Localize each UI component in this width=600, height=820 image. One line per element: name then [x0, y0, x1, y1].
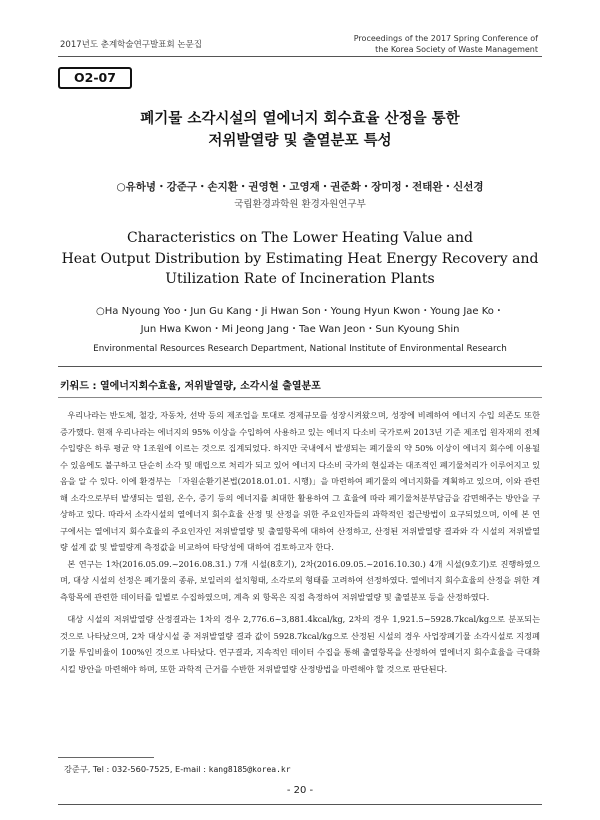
english-title-line2: Heat Output Distribution by Estimating Heat Energy Recovery and — [61, 250, 539, 267]
page-number: - 20 - — [286, 785, 314, 796]
keywords-bottom-rule — [58, 397, 542, 398]
korean-title — [60, 108, 540, 152]
footnote-rule — [58, 757, 154, 758]
header-right-line1: Proceedings of the 2017 Spring Conference of — [353, 34, 538, 43]
korean-title-line2: 저위발열량 및 출열분포 특성 — [208, 133, 392, 149]
korean-authors: ○유하녕・강준구・손지환・권영현・고영재・권준화・장미정・전태완・신선경 — [116, 181, 484, 193]
english-authors-line1: ○Ha Nyoung Yoo・Jun Gu Kang・Ji Hwan Son・Young Hyun Kwon・Young Jae Ko・ — [96, 306, 504, 317]
body-paragraph-3: 대상 시설의 저위발열량 산정결과는 1차의 경우 2,776.6~3,881.4kcal/kg, 2차의 경우 1,921.5~5928.7kcal/kg으로 분포되는 것으로 나타났으며, 2차 대상시설 중 저위발열량 결과 값이 5928.7kcal/kg으로 산정된 시설의 경우 사업장폐기물 소각시설로 지정폐기물 투입비율이 100%인 것으로 나타났다. 연구결과, 지속적인 데이터 수집을 통해 출열항목을 산정하여 열에너지 회수효율을 극대화 시킬 방안을 마련해야 하며, 또한 과학적 근거를 수반한 저위발열량 산정방법을 마련해야 할 것으로 판단된다. — [60, 614, 540, 674]
english-affiliation: Environmental Resources Research Department, National Institute of Environmental Research — [93, 344, 507, 354]
footnote — [64, 764, 291, 775]
body-text — [60, 407, 540, 677]
english-authors-line2: Jun Hwa Kwon・Mi Jeong Jang・Tae Wan Jeon・Sun Kyoung Shin — [140, 324, 460, 335]
header-left: 2017년도 춘계학술연구발표회 논문집 — [60, 40, 202, 50]
keywords: 키워드 : 열에너지회수효율, 저위발열량, 소각시설 출열분포 — [60, 381, 321, 392]
paper-id-badge: O2-07 — [58, 67, 132, 89]
footnote-prefix: 강준구, Tel : 032-560-7525, E-mail : — [64, 764, 209, 774]
korean-title-line1: 폐기물 소각시설의 열에너지 회수효율 산정을 통한 — [140, 111, 460, 127]
english-title-line3: Utilization Rate of Incineration Plants — [165, 271, 435, 287]
body-paragraph-1: 우리나라는 반도체, 철강, 자동차, 선박 등의 제조업을 토대로 경제규모를 성장시켜왔으며, 성장에 비례하여 에너지 수입 의존도 또한 증가했다. 현재 우리나라는 에너지의 95% 이상을 수입하여 사용하고 있는 에너지 다소비 국가로써 2013년 기준 제조업 원자재의 전체 수입량은 하루 평균 약 1조원에 이르는 것으로 집계되었다. 하지만 국내에서 발생되는 폐기물의 약 50% 이상이 에너지 회수에 이용될 수 있음에도 불구하고 단순히 소각 및 매립으로 처리가 되고 있어 에너지 다소비 국가의 현실과는 대조적인 폐기물처리가 이루어지고 있음을 알 수 있다. 이에 환경부는 「자원순환기본법(2018.01.01. 시행)」을 마련하여 폐기물의 에너지화를 계획하고 있으며, 이와 관련해 소각으로부터 발생되는 열원, 온수, 증기 등의 에너지를 최대한 활용하여 그 효율에 따라 폐기물처분부담금을 감면해주는 방안을 구상하고 있다. 따라서 소각시설의 열에너지 회수효율 산정 및 산정을 위한 주요인자들의 과학적인 접근방법이 요구되었으며, 이에 본 연구에서는 열에너지 회수효율의 주요인자인 저위발열량 및 출열항목에 대하여 산정하고, 산정된 저위발열량 결과와 각 시설의 저위발열량 설계 값 및 발열량계 측정값을 비교하여 타당성에 대하여 검토하고자 한다. — [60, 410, 540, 552]
footer-divider — [58, 804, 542, 805]
body-paragraph-2: 본 연구는 1차(2016.05.09.~2016.08.31.) 7개 시설(8호기), 2차(2016.09.05.~2016.10.30.) 4개 시설(9호기)로 진행하였으며, 대상 시설의 선정은 폐기물의 종류, 보일러의 설치형태, 소각로의 형태를 고려하여 선정하였다. 열에너지 회수효율의 산정을 위한 계측항목에 관련한 데이터를 일별로 수집하였으며, 계측 외 항목은 직접 측정하여 저위발열량 및 출열분포 등을 산정하였다. — [60, 558, 540, 602]
english-title-line1: Characteristics on The Lower Heating Value and — [126, 230, 474, 246]
header-right — [278, 33, 538, 55]
footnote-email[interactable]: kang8185@korea.kr — [208, 765, 291, 774]
english-title — [50, 228, 550, 290]
header-right-line2: the Korea Society of Waste Management — [375, 45, 538, 54]
english-authors — [50, 303, 550, 339]
keywords-top-rule — [58, 366, 542, 367]
korean-affiliation: 국립환경과학원 환경자원연구부 — [234, 199, 366, 210]
header-divider — [58, 56, 542, 57]
